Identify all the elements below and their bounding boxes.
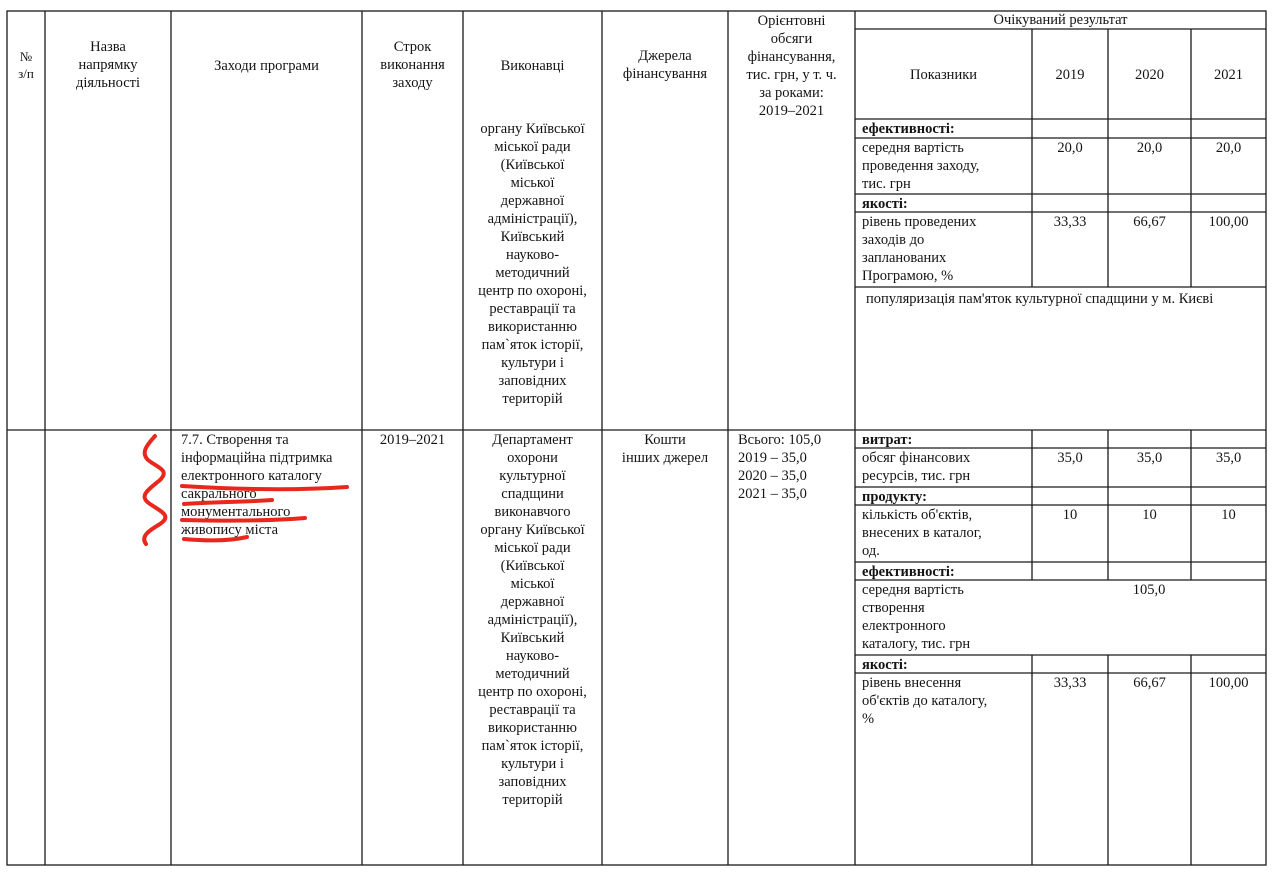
- row1-efficiency-header: ефективності:: [862, 121, 955, 137]
- row2-term: 2019–2021: [379, 432, 446, 448]
- row2-catalog-cost-label: середня вартість створення електронного каталогу, тис. грн: [862, 582, 971, 652]
- row2-objects-count-2021: 10: [1221, 507, 1236, 523]
- row2-quality-header: якості:: [862, 657, 908, 673]
- row1-avg-cost-2020: 20,0: [1136, 140, 1163, 156]
- row1-quality-header: якості:: [862, 196, 908, 212]
- row1-executors: органу Київської міської ради (Київської міської державної адміністрації), Київський науково- методичний центр по охороні, реставрації та використанню пам`яток історії, культури і заповідних територій: [478, 121, 587, 407]
- header-executors: Виконавці: [500, 58, 565, 74]
- header-year-2020: 2020: [1135, 67, 1164, 83]
- row2-objects-count-label: кількість об'єктів, внесених в каталог, од.: [862, 507, 982, 559]
- header-year-2019: 2019: [1055, 67, 1085, 83]
- row2-entry-level-label: рівень внесення об'єктів до каталогу, %: [862, 675, 988, 727]
- row1-avg-cost-2021: 20,0: [1215, 140, 1242, 156]
- row2-executors: Департамент охорони культурної спадщини виконавчого органу Київської міської ради (Київської міської державної адміністрації), Київський науково- методичний центр по охороні, реставрації та використанню пам`яток історії, культури і заповідних територій: [478, 432, 587, 808]
- row1-level-2020: 66,67: [1133, 214, 1166, 230]
- header-term: Строк виконання заходу: [380, 39, 445, 91]
- row2-fin-resources-2019: 35,0: [1057, 450, 1083, 466]
- row1-result-note: популяризація пам'яток культурної спадщини у м. Києві: [866, 291, 1214, 307]
- header-year-2021: 2021: [1214, 67, 1243, 83]
- header-indicators: Показники: [909, 67, 978, 83]
- row1-level-2021: 100,00: [1208, 214, 1249, 230]
- row2-entry-level-2020: 66,67: [1133, 675, 1166, 691]
- row2-volumes: Всього: 105,0 2019 – 35,0 2020 – 35,0 2021 – 35,0: [738, 432, 822, 502]
- row2-fin-resources-2020: 35,0: [1136, 450, 1163, 466]
- header-direction: Назва напрямку діяльності: [75, 39, 141, 91]
- row2-objects-count-2020: 10: [1142, 507, 1157, 523]
- row2-fin-resources-2021: 35,0: [1215, 450, 1242, 466]
- header-number: № з/п: [18, 49, 34, 81]
- row1-avg-cost-2019: 20,0: [1057, 140, 1083, 156]
- row2-efficiency-header: ефективності:: [862, 564, 955, 580]
- row2-objects-count-2019: 10: [1062, 507, 1078, 523]
- row2-costs-header: витрат:: [862, 432, 913, 448]
- header-measures: Заходи програми: [214, 58, 319, 74]
- row2-sources: Кошти інших джерел: [621, 432, 709, 466]
- row2-entry-level-2021: 100,00: [1208, 675, 1249, 691]
- row2-fin-resources-label: обсяг фінансових ресурсів, тис. грн: [862, 450, 971, 484]
- header-volumes: Орієнтовні обсяги фінансування, тис. грн, у т. ч. за роками: 2019–2021: [746, 13, 837, 119]
- row1-avg-cost-label: середня вартість проведення заходу, тис. грн: [862, 140, 980, 192]
- header-sources: Джерела фінансування: [622, 48, 708, 82]
- row1-level-2019: 33,33: [1053, 214, 1087, 230]
- row2-measure: 7.7. Створення та інформаційна підтримка електронного каталогу сакрального монументального живопису міста: [181, 432, 333, 538]
- header-result: Очікуваний результат: [993, 12, 1128, 28]
- row2-product-header: продукту:: [862, 489, 928, 505]
- row1-level-label: рівень проведених заходів до запланованих Програмою, %: [862, 214, 977, 284]
- row2-catalog-cost-value: 105,0: [1132, 582, 1166, 598]
- row2-entry-level-2019: 33,33: [1053, 675, 1087, 691]
